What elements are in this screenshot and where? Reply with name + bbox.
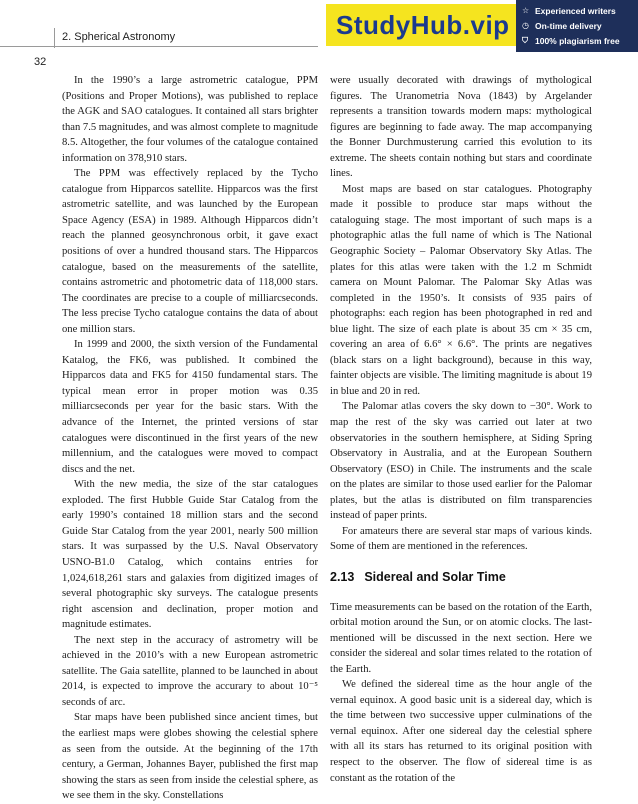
paragraph: Most maps are based on star catalogues. Photography made it possible to produce star maps without the cataloguing stage. The most important of such maps is a photographic atlas the full name of which is The National Geographic Society – Palomar Observatory Sky Atlas. The plates for this atlas were taken with the 1.2 m Schmidt camera on Mount Palomar. The Palomar Sky Atlas was completed in the 1950’s. It consists of 935 pairs of photographs: each region has been photographed in red and blue light. The size of each plate is about 35 cm × 35 cm, covering an area of 6.6° × 6.6°. The prints are negatives (black stars on a light background), because in this way, fainter objects are visible. The limiting magnitude is about 19 in blue and 20 in red. xyxy=(330,183,592,397)
paragraph: were usually decorated with drawings of mythological figures. The Uranometria Nova (1843) by Argelander represents a transition towards modern maps: mythological figures are beginning to fade away. The map accompanying the Bonner Durchmusterung carried this evolution to its extreme. The sheets contain nothing but stars and coordinate lines. xyxy=(330,75,592,180)
ad-logo-area[interactable] xyxy=(318,0,516,52)
paragraph: The PPM was effectively replaced by the Tycho catalogue from Hipparcos satellite. Hipparcos was the first astrometric satellite, and was launched by the European Space Agency (ESA) in 1989. Although Hipparcos didn’t reach the planned geosynchronous orbit, it gave exact positions of over a hundred thousand stars. The Hipparcos catalogue, based on the measurements of the satellite, contains astrometric and photometric data of 118,000 stars. The coordinates are precise to a couple of milliarcseconds. The less precise Tycho catalogue contains the data of about one million stars. xyxy=(62,168,318,335)
ad-feature-plagiarism xyxy=(516,33,638,48)
paragraph: In 1999 and 2000, the sixth version of the Fundamental Katalog, the FK6, was published. It combined the Hipparcos data and FK5 for 4150 fundamental stars. The typical mean error in proper motion was 0.35 milliarcseconds per year for the basic stars. With the advance of the Internet, the printed versions of star catalogues were discontinued in the first years of the new millennium, and the catalogues were moved to compact discs and the net. xyxy=(62,339,318,475)
ad-feature-writers xyxy=(516,3,638,18)
paragraph: In the 1990’s a large astrometric catalogue, PPM (Positions and Proper Motions), was published to replace the AGK and SAO catalogues. It contained all stars brighter than 7.5 magnitudes, and was almost complete to magnitude 8.5. Altogether, the four volumes of the catalogue contained information on 378,910 stars. xyxy=(62,75,318,164)
header-rule xyxy=(0,46,330,47)
paragraph: Star maps have been published since ancient times, but the earliest maps were globes showing the celestial sphere as seen from the outside. At the beginning of the 17th century, a German, Johannes Bayer, published the first map showing the stars as seen from inside the celestial sphere, as we see them in the sky. Constellations xyxy=(62,712,318,802)
ad-feature-label: 100% plagiarism free xyxy=(535,35,620,46)
paragraph: The Palomar atlas covers the sky down to −30°. Work to map the rest of the sky was carried out later at two observatories in the southern hemisphere, at Siding Spring Observatory in Australia, and at the European Southern Observatory (ESO) in Chile. The instruments and the scale on the plates are similar to those used earlier for the Palomar plates, but the atlas is distributed on film transparencies instead of paper prints. xyxy=(330,401,592,522)
paragraph: We defined the sidereal time as the hour angle of the vernal equinox. A good basic unit is a sidereal day, which is the time between two successive upper culminations of the vernal equinox. After one sidereal day the celestial sphere with all its stars has returned to its original position with respect to the observer. The flow of sidereal time is as constant as the rotation of the xyxy=(330,679,592,784)
paragraph: Time measurements can be based on the rotation of the Earth, orbital motion around the Sun, or on atomic clocks. The last-mentioned will be discussed in the next section. Here we consider the sidereal and solar times related to the rotation of the Earth. xyxy=(330,601,592,675)
clock-icon: ◷ xyxy=(522,21,529,30)
ad-banner[interactable] xyxy=(318,0,638,52)
running-head: 2. Spherical Astronomy xyxy=(62,31,176,43)
section-heading xyxy=(330,570,592,586)
shield-icon: ⛉ xyxy=(522,35,528,45)
ad-logo[interactable]: StudyHub.vip xyxy=(326,4,520,46)
section-title: Sidereal and Solar Time xyxy=(364,569,506,584)
ad-feature-label: Experienced writers xyxy=(535,5,616,16)
ad-features[interactable] xyxy=(516,0,638,52)
section-number: 2.13 xyxy=(330,569,355,584)
right-column xyxy=(330,73,592,786)
star-icon: ☆ xyxy=(522,6,530,15)
paragraph: With the new media, the size of the star catalogues exploded. The first Hubble Guide Star Catalog from the early 1990’s contained 18 million stars and the second Guide Star Catalog from the year 2001, nearly 500 million stars. It was surpassed by the U.S. Naval Observatory USNO-B1.0 Catalog, which contains entries for 1,024,618,261 stars and galaxies from digitized images of several photographic sky surveys. The catalogue presents right ascension and declination, proper motion and magnitude estimates. xyxy=(62,479,318,631)
page-number: 32 xyxy=(34,56,47,68)
ad-feature-delivery xyxy=(516,18,638,33)
header-vertical-rule xyxy=(54,28,55,48)
ad-feature-label: On-time delivery xyxy=(535,20,602,31)
paragraph: The next step in the accuracy of astrometry will be achieved in the 2010’s with a new European astrometric satellite. The Gaia satellite, planned to be launched in about 2014, is expected to improve the accurary to about 10⁻⁵ seconds of arc. xyxy=(62,634,318,708)
paragraph: For amateurs there are several star maps of various kinds. Some of them are mentioned in the references. xyxy=(330,525,592,553)
left-column xyxy=(62,73,318,804)
